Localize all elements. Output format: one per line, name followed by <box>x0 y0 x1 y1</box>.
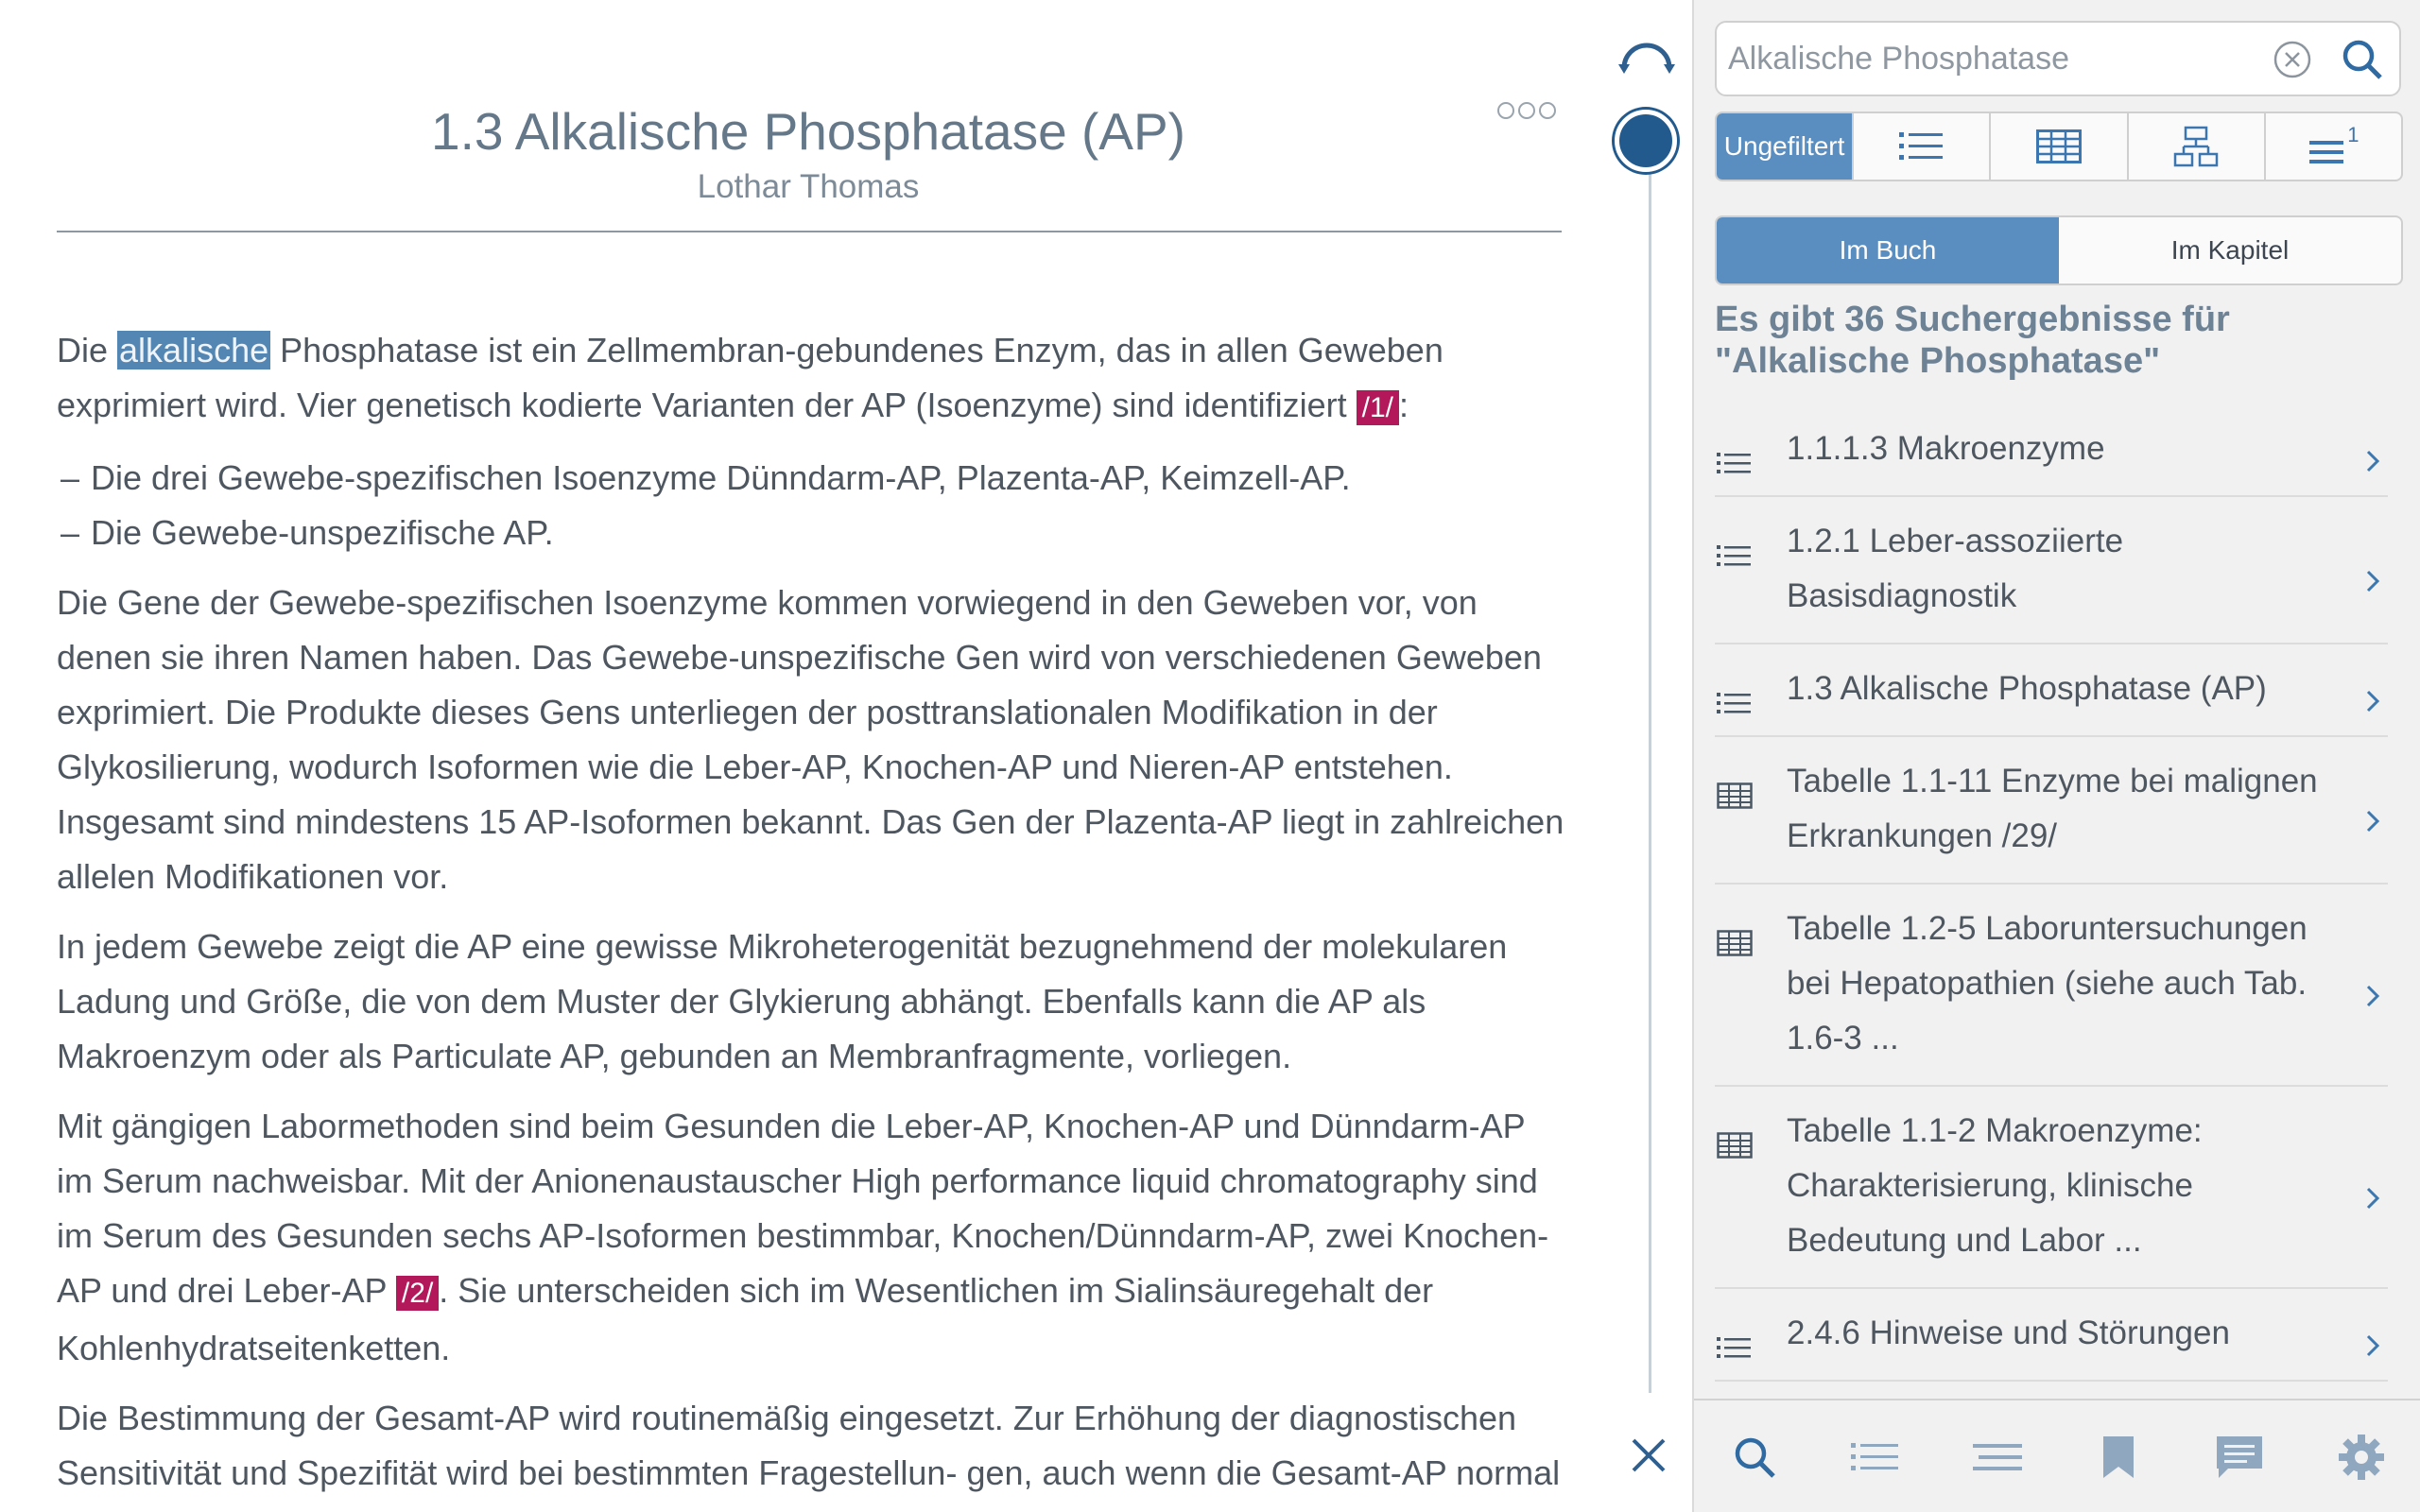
search-result-label: Tabelle 1.1-11 Enzyme bei malignen Erkrankungen /29/ <box>1787 763 2318 854</box>
search-tab[interactable] <box>1717 1419 1792 1495</box>
gear-icon <box>2337 1433 2386 1482</box>
chevron-right-icon <box>2363 971 2382 1026</box>
list-icon <box>1899 129 1945 163</box>
reference-link[interactable]: /1/ <box>1357 390 1399 425</box>
search-icon[interactable] <box>2341 38 2384 86</box>
audio-headphones-icon[interactable] <box>1616 32 1677 84</box>
paragraph: Die Bestimmung der Gesamt-AP wird routinemäßig eingesetzt. Zur Erhöhung der diagnostischen Sensitivität und Spezifität wird bei bestimmten Fragestellun- gen, auch wenn die Gesamt-AP normal <box>57 1399 1561 1492</box>
comment-icon <box>2215 1435 2264 1480</box>
filter-footnote-tab[interactable] <box>2266 113 2401 180</box>
search-result-item[interactable] <box>1715 1289 2388 1382</box>
chevron-right-icon <box>2363 677 2382 731</box>
search-result-label: 1.3 Alkalische Phosphatase (AP) <box>1787 670 2267 707</box>
scope-tabs <box>1715 215 2403 285</box>
paragraph: Die Gene der Gewebe-spezifischen Isoenzyme kommen vorwiegend in den Geweben vor, von denen sie ihren Namen haben. Das Gewebe-unspezifische Gen wird von verschiedenen Geweben exprimiert. Die Produkte dieses Gens unterliegen der posttranslationalen Modifikation in der Glykosilierung, wodurch Isoformen wie die Leber-AP, Knochen-AP und Nieren-AP entstehen. Insgesamt sind mindestens 15 AP-Isoformen bekannt. Das Gen der Plazenta-AP liegt in zahlreichen allelen Modifikationen vor. <box>57 583 1564 896</box>
bookmarks-tab[interactable] <box>2081 1419 2156 1495</box>
search-result-label: 1.2.1 Leber-assoziierte Basisdiagnostik <box>1787 523 2124 614</box>
text-run: Die <box>57 331 118 369</box>
chevron-right-icon <box>2363 797 2382 851</box>
table-icon <box>1717 1121 1753 1176</box>
filter-table-tab[interactable] <box>1991 113 2128 180</box>
filter-diagram-tab[interactable] <box>2129 113 2266 180</box>
filter-tabs <box>1715 112 2403 181</box>
lines-icon <box>1973 1440 2022 1474</box>
bookmark-icon <box>2100 1435 2137 1480</box>
search-sidebar <box>1692 0 2420 1512</box>
result-summary: Es gibt 36 Suchergebnisse für "Alkalische Phosphatase" <box>1715 300 2230 381</box>
diagram-icon <box>2173 126 2219 167</box>
search-icon <box>1732 1435 1777 1480</box>
scope-chapter-tab[interactable]: Im Kapitel <box>2170 235 2290 265</box>
paragraphs-tab[interactable] <box>1960 1419 2035 1495</box>
search-result-item[interactable] <box>1715 404 2388 497</box>
chevron-right-icon <box>2363 557 2382 611</box>
clear-search-icon[interactable] <box>2273 40 2312 84</box>
paragraph: In jedem Gewebe zeigt die AP eine gewisse Mikroheterogenität bezugnehmend der molekularen Ladung und Größe, die von dem Muster der Glykierung abhängt. Ebenfalls kann die AP als Makroenzym oder als Particulate AP, gebunden an Membranfragmente, vorliegen. <box>57 927 1508 1075</box>
text-run: : <box>1399 386 1409 424</box>
chapter-author: Lothar Thomas <box>697 168 920 205</box>
table-icon <box>2036 129 2082 163</box>
search-result-item[interactable] <box>1715 1087 2388 1289</box>
search-result-item[interactable] <box>1715 885 2388 1087</box>
filter-unfiltered-tab[interactable]: Ungefiltert <box>1717 113 1854 180</box>
scope-book-tab[interactable]: Im Buch <box>1717 217 2059 284</box>
chapter-title: 1.3 Alkalische Phosphatase (AP) <box>431 101 1185 161</box>
isoenzyme-list <box>57 451 1569 560</box>
chevron-right-icon <box>2363 437 2382 491</box>
list-icon <box>1717 531 1751 586</box>
search-result-item[interactable] <box>1715 497 2388 644</box>
search-results <box>1715 404 2388 1382</box>
search-highlight: alkalische <box>119 331 269 369</box>
list-icon <box>1717 679 1751 733</box>
contents-tab[interactable] <box>1838 1419 1913 1495</box>
footnote-badge: 1 <box>2347 123 2360 146</box>
chevron-right-icon <box>2363 1174 2382 1228</box>
search-input[interactable] <box>1726 34 2221 83</box>
list-icon <box>1717 1323 1751 1378</box>
search-result-label: 1.1.1.3 Makroenzyme <box>1787 430 2105 467</box>
title-divider <box>57 231 1562 232</box>
list-icon <box>1717 438 1751 493</box>
search-result-item[interactable] <box>1715 644 2388 737</box>
list-item: – Die Gewebe-unspezifische AP. <box>57 506 1569 560</box>
list-item: – Die drei Gewebe-spezifischen Isoenzyme Dünndarm-AP, Plazenta-AP, Keimzell-AP. <box>57 451 1569 506</box>
bottom-toolbar <box>1694 1399 2420 1512</box>
reference-link[interactable]: /2/ <box>396 1276 439 1311</box>
search-result-item[interactable] <box>1715 737 2388 885</box>
table-icon <box>1717 771 1753 826</box>
text-run: Phosphatase ist ein Zellmembran-gebundenes Enzym, das in allen Geweben exprimiert wird. Vier genetisch kodierte Varianten der AP (Isoenzyme) sind identifiziert <box>57 331 1443 424</box>
reading-progress-handle[interactable] <box>1615 110 1677 172</box>
paragraph <box>57 323 1569 436</box>
paragraph <box>57 1099 1569 1376</box>
text-run: . Sie unterscheiden sich im Wesentlichen im Sialinsäuregehalt der Kohlenhydratseitenketten. <box>57 1271 1434 1367</box>
search-box <box>1715 21 2401 96</box>
notes-tab[interactable] <box>2202 1419 2277 1495</box>
filter-text-tab[interactable] <box>1854 113 1991 180</box>
table-icon <box>1717 919 1753 973</box>
settings-tab[interactable] <box>2324 1419 2399 1495</box>
text-run: Mit gängigen Labormethoden sind beim Gesunden die Leber-AP, Knochen-AP und Dünndarm-AP im Serum nachweisbar. Mit der Anionenaustauscher High performance liquid chromatography sind im Serum des Gesunden sechs AP-Isoformen bestimmbar, Knochen/Dünndarm-AP, zwei Knochen-AP und drei Leber-AP <box>57 1107 1549 1310</box>
chapter-body <box>57 323 1569 1512</box>
list-icon <box>1851 1440 1900 1474</box>
close-icon[interactable] <box>1626 1433 1671 1483</box>
search-result-label: Tabelle 1.1-2 Makroenzyme: Charakterisierung, klinische Bedeutung und Labor ... <box>1787 1112 2203 1259</box>
more-options-icon[interactable] <box>1497 102 1556 119</box>
search-result-label: 2.4.6 Hinweise und Störungen <box>1787 1314 2230 1351</box>
reading-progress-track <box>1649 174 1651 1393</box>
search-result-label: Tabelle 1.2-5 Laboruntersuchungen bei Hepatopathien (siehe auch Tab. 1.6-3 ... <box>1787 910 2308 1057</box>
chevron-right-icon <box>2363 1321 2382 1376</box>
